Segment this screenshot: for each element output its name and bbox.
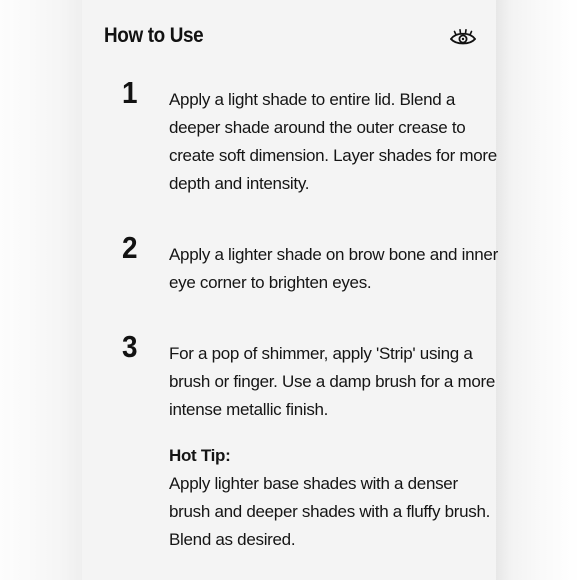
- step-text: Apply a lighter shade on brow bone and inner eye corner to brighten eyes.: [169, 245, 498, 292]
- how-to-use-panel: [82, 0, 496, 580]
- step-text: Apply a light shade to entire lid. Blend a deeper shade around the outer crease to create soft dimension. Layer shades for more depth and intensity.: [169, 90, 497, 193]
- panel-title: How to Use: [104, 24, 204, 47]
- step-text: For a pop of shimmer, apply 'Strip' using a brush or finger. Use a damp brush for a more intense metallic finish.: [169, 344, 496, 419]
- hot-tip: [169, 442, 499, 554]
- hot-tip-text: Apply lighter base shades with a denser brush and deeper shades with a fluffy brush. Blend as desired.: [169, 474, 491, 549]
- step-number: 3: [122, 329, 138, 364]
- background-left: [0, 0, 82, 580]
- background-right: [496, 0, 580, 580]
- hot-tip-title: Hot Tip:: [169, 446, 231, 465]
- panel-header: [104, 22, 476, 54]
- step-number: 2: [122, 230, 138, 265]
- step-number: 1: [122, 75, 138, 110]
- eye-icon: [448, 25, 478, 49]
